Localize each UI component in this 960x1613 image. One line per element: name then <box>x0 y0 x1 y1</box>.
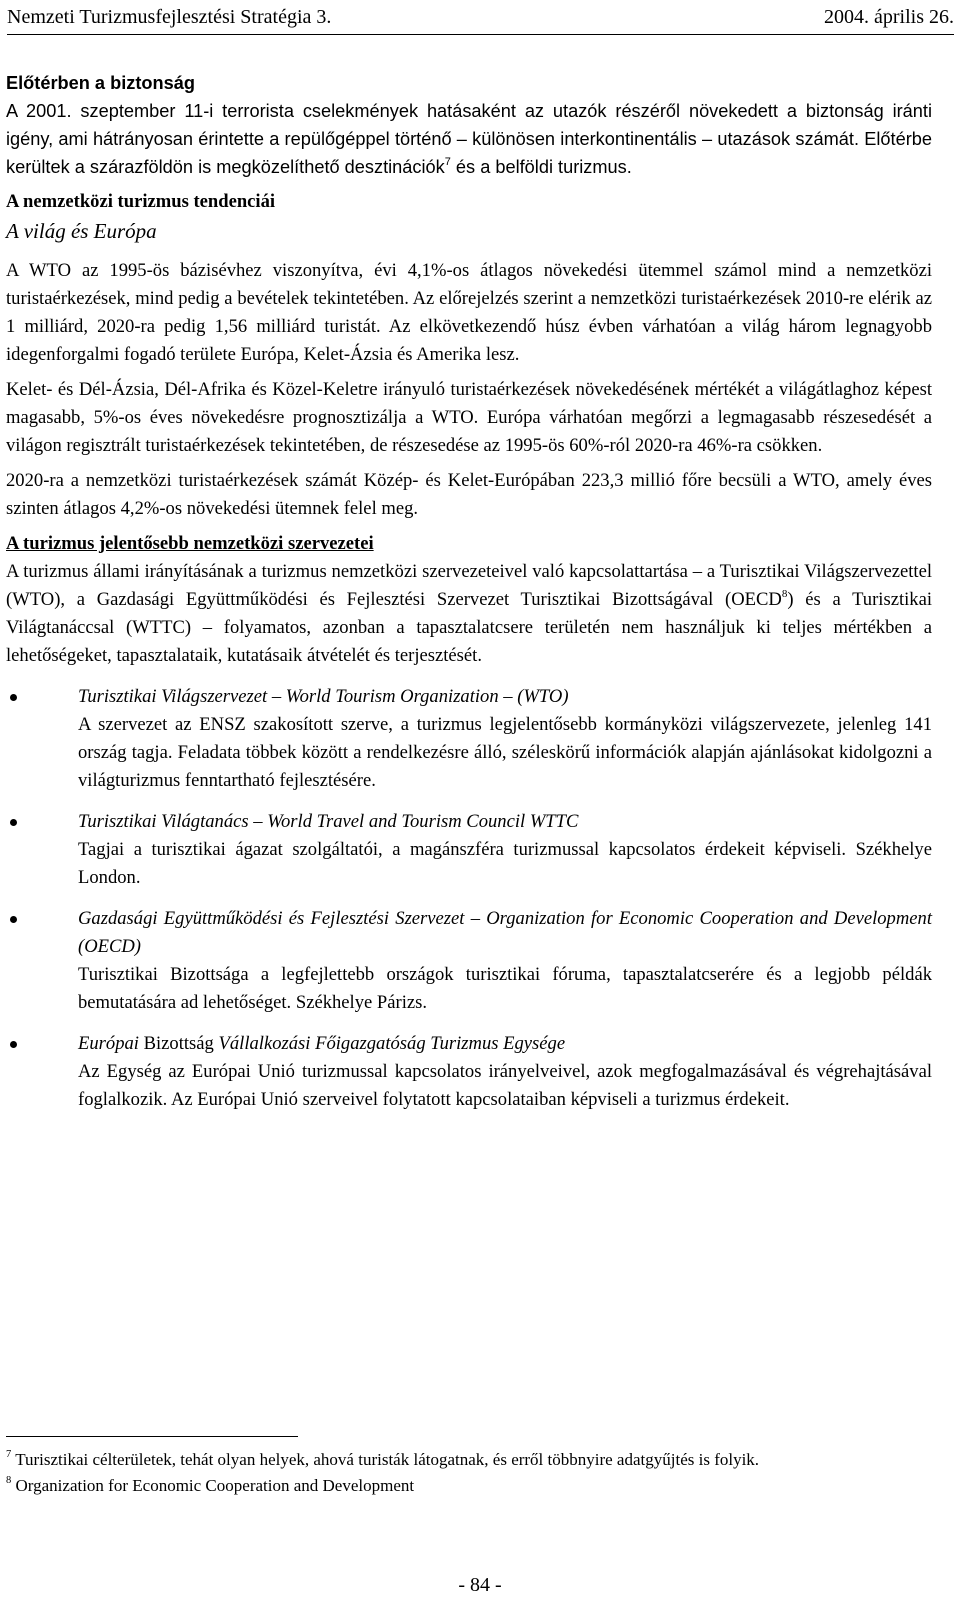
footnote-ref-7[interactable]: 7 <box>444 155 451 168</box>
section-organizations <box>6 530 932 1114</box>
bullet-icon <box>10 694 17 701</box>
list-item-wto <box>6 683 932 795</box>
footnote-8 <box>6 1473 932 1499</box>
bullet-icon <box>10 819 17 826</box>
section-heading-safety: Előtérben a biztonság <box>6 73 195 93</box>
document-body <box>6 69 932 1114</box>
footnote-7 <box>6 1447 932 1473</box>
org-description: Tagjai a turisztikai ágazat szolgáltatói, a magánszféra turizmussal kapcsolatos érdekeit képviseli. Székhelye London. <box>78 839 932 888</box>
trends-paragraph-3: 2020-ra a nemzetközi turistaérkezések számát Közép- és Kelet-Európában 223,3 millió főre becsüli a WTO, amely éves szinten átlagos 4,2%-os növekedési ütemnek felel meg. <box>6 470 932 519</box>
section-trends <box>6 188 932 523</box>
organization-list <box>6 683 932 1114</box>
orgs-intro-b: ) és a Turisztikai Világtanáccsal (WTTC) – folyamatos, azonban a tapasztalatcsere területén nem használjuk ki teljes mértékben a lehetőségeket, tapasztalataik, kutatásaik átvételét és terjesztését. <box>6 589 933 666</box>
footnote-text: Turisztikai célterületek, tehát olyan helyek, ahová turisták látogatnak, és erről többnyire adatgyűjtés is folyik. <box>11 1450 760 1469</box>
page-header <box>7 2 954 35</box>
trends-paragraph-2: Kelet- és Dél-Ázsia, Dél-Afrika és Közel-Keletre irányuló turistaérkezések növekedésének mértékét a világátlaghoz képest magasabb, 5%-os éves növekedésre prognosztizálja a WTO. Európa várhatóan megőrzi a legmagasabb részesedését a világon regisztrált turistaérkezések tekintetében, de részesedése az 1995-ös 60%-ról 2020-ra 46%-ra csökken. <box>6 379 932 456</box>
org-description: Turisztikai Bizottsága a legfejlettebb országok turisztikai fóruma, tapasztalatcserére és a legjobb példák bemutatására ad lehetőséget. Székhelye Párizs. <box>78 964 932 1013</box>
section-subheading-world: A világ és Európa <box>6 219 157 243</box>
footnote-number: 7 <box>6 1449 12 1461</box>
bullet-icon <box>10 916 17 923</box>
footnote-divider <box>6 1436 298 1437</box>
section-heading-trends: A nemzetközi turizmus tendenciái <box>6 191 276 212</box>
org-description: A szervezet az ENSZ szakosított szerve, a turizmus legjelentősebb kormányközi világszervezete, jelenleg 141 ország tagja. Feladata többek között a rendelkezésre álló, széleskörű információk alapján ajánlásokat kidolgozni a világturizmus fenntartható fejlesztésére. <box>78 714 932 791</box>
org-title <box>78 1030 932 1058</box>
org-title: Turisztikai Világtanács – World Travel and Tourism Council WTTC <box>78 811 579 832</box>
footnote-ref-8[interactable]: 8 <box>781 587 788 600</box>
org-title-part-a: Európai <box>78 1033 139 1054</box>
header-date: 2004. április 26. <box>824 6 954 28</box>
org-title: Gazdasági Együttműködési és Fejlesztési Szervezet – Organization for Economic Cooperation and Development (OECD) <box>78 908 932 957</box>
header-title: Nemzeti Turizmusfejlesztési Stratégia 3. <box>7 6 332 28</box>
org-description: Az Egység az Európai Unió turizmussal kapcsolatos irányelveivel, azok megfogalmazásával és végrehajtásával foglalkozik. Az Európai Unió szerveivel folytatott kapcsolataiban képviseli a turizmus érdekeit. <box>78 1061 932 1110</box>
section-heading-orgs: A turizmus jelentősebb nemzetközi szervezetei <box>6 533 374 554</box>
bullet-icon <box>10 1041 17 1048</box>
org-title-part-b: Bizottság <box>138 1033 219 1054</box>
page-number: - 84 - <box>458 1574 502 1596</box>
list-item-eu <box>6 1030 932 1114</box>
list-item-wttc <box>6 808 932 892</box>
orgs-intro-a: A turizmus állami irányításának a turizmus nemzetközi szervezeteivel való kapcsolattartása – a Turisztikai Világszervezettel (WTO), a Gazdasági Együttműködési és Fejlesztési Szervezet Turisztikai Bizottságával (OECD <box>6 561 932 610</box>
section-safety <box>6 69 932 181</box>
trends-paragraph-1: A WTO az 1995-ös bázisévhez viszonyítva, évi 4,1%-os átlagos növekedési ütemmel számol mind a nemzetközi turistaérkezések, mind pedig a bevételek tekintetében. Az előrejelzés szerint a nemzetközi turistaérkezések 2010-re elérik az 1 milliárd, 2020-ra pedig 1,56 milliárd turistát. Az elkövetkezendő húsz évben várhatóan a világ három legnagyobb idegenforgalmi fogadó területe Európa, Kelet-Ázsia és Amerika lesz. <box>6 260 932 365</box>
org-title: Turisztikai Világszervezet – World Tourism Organization – (WTO) <box>78 686 569 707</box>
org-title-part-c: Vállalkozási Főigazgatóság Turizmus Egysége <box>218 1033 566 1054</box>
list-item-oecd <box>6 905 932 1017</box>
footnotes <box>6 1447 932 1499</box>
safety-paragraph <box>6 97 932 181</box>
orgs-intro <box>6 558 932 670</box>
footnote-text: Organization for Economic Cooperation and Development <box>11 1476 415 1495</box>
footnote-number: 8 <box>6 1475 12 1487</box>
safety-text-a: A 2001. szeptember 11-i terrorista cselekmények hatásaként az utazók részéről növekedett a biztonság iránti igény, ami hátrányosan érintette a repülőgéppel történő – különösen interkontinentális – utazások számát. Előtérbe kerültek a szárazföldön is megközelíthető desztinációk <box>6 101 932 177</box>
safety-text-b: és a belföldi turizmus. <box>450 157 632 177</box>
